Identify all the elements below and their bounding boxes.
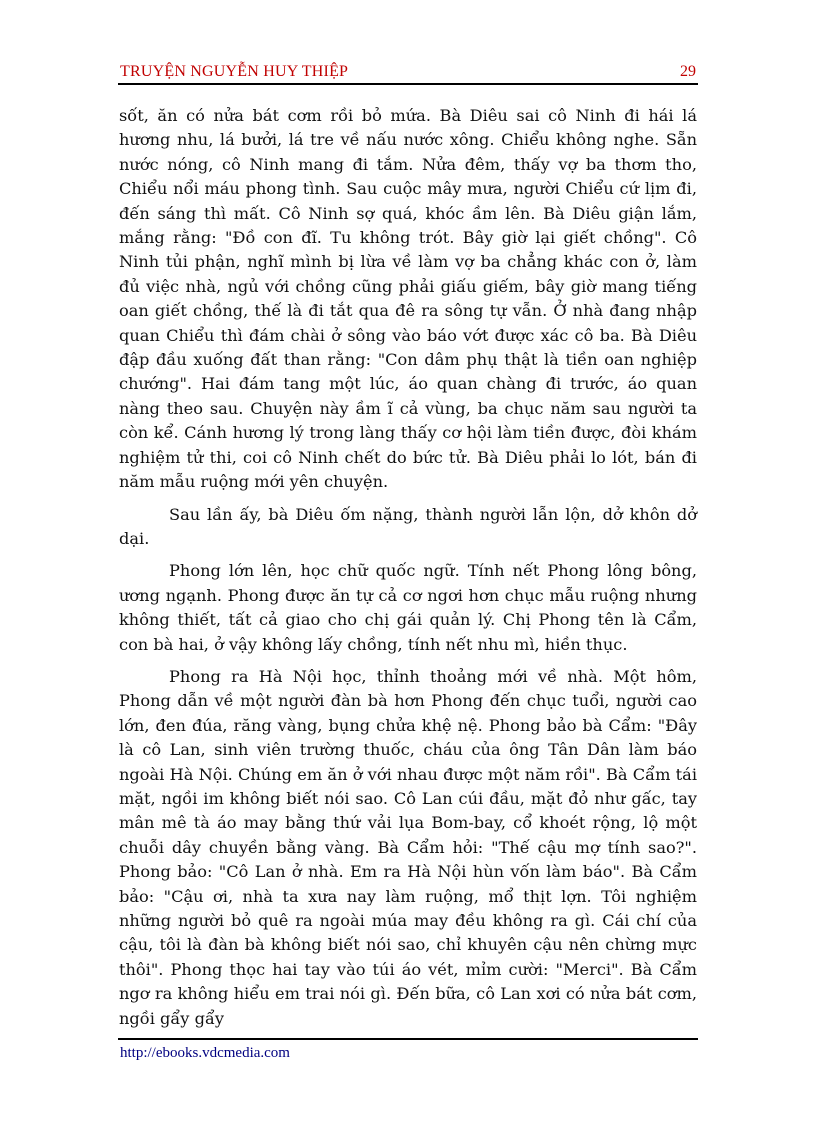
paragraph: Phong lớn lên, học chữ quốc ngữ. Tính nết Phong lông bông, ương ngạnh. Phong được ăn tự cả cơ ngơi hơn chục mẫu ruộng nhưng không thiết, tất cả giao cho chị gái quản lý. Chị Phong tên là Cẩm, con bà hai, ở vậy không lấy chồng, tính nết nhu mì, hiền thục.: [119, 561, 697, 654]
paragraph-continuation: sốt, ăn có nửa bát cơm rồi bỏ mứa. Bà Diêu sai cô Ninh đi hái lá hương nhu, lá bưởi, lá tre về nấu nước xông. Chiểu không nghe. Sẵn nước nóng, cô Ninh mang đi tắm. Nửa đêm, thấy vợ ba thơm tho, Chiểu nổi máu phong tình. Sau cuộc mây mưa, người Chiểu cứ lịm đi, đến sáng thì mất. Cô Ninh sợ quá, khóc ầm lên. Bà Diêu giận lắm, mắng rằng: "Đồ con đĩ. Tu không trót. Bây giờ lại giết chồng". Cô Ninh tủi phận, nghĩ mình bị lừa về làm vợ ba chẳng khác con ở, làm đủ việc nhà, ngủ với chồng cũng phải giấu giếm, bây giờ mang tiếng oan giết chồng, thế là đi tắt qua đê ra sông tự vẫn. Ở nhà đang nhập quan Chiểu thì đám chài ở sông vào báo vớt được xác cô ba. Bà Diêu đập đầu xuống đất than rằng: "Con dâm phụ thật là tiền oan nghiệp chướng". Hai đám tang một lúc, áo quan chàng đi trước, áo quan nàng theo sau. Chuyện này ầm ĩ cả vùng, ba chục năm sau người ta còn kể. Cánh hương lý trong làng thấy cơ hội làm tiền được, đòi khám nghiệm tử thi, coi cô Ninh chết do bức tử. Bà Diêu phải lo lót, bán đi năm mẫu ruộng mới yên chuyện.: [119, 106, 697, 492]
paragraph: Phong ra Hà Nội học, thỉnh thoảng mới về nhà. Một hôm, Phong dẫn về một người đàn bà hơn Phong đến chục tuổi, người cao lớn, đen đúa, răng vàng, bụng chửa khệ nệ. Phong bảo bà Cẩm: "Đây là cô Lan, sinh viên trường thuốc, cháu của ông Tân Dân làm báo ngoài Hà Nội. Chúng em ăn ở với nhau được một năm rồi". Bà Cẩm tái mặt, ngồi im không biết nói sao. Cô Lan cúi đầu, mặt đỏ như gấc, tay mân mê tà áo may bằng thứ vải lụa Bom-bay, cổ khoét rộng, lộ một chuỗi dây chuyền bằng vàng. Bà Cẩm hỏi: "Thế cậu mợ tính sao?". Phong bảo: "Cô Lan ở nhà. Em ra Hà Nội hùn vốn làm báo". Bà Cẩm bảo: "Cậu ơi, nhà ta xưa nay làm ruộng, mổ thịt lợn. Tôi nghiệm những người bỏ quê ra ngoài múa may đều không ra gì. Cái chí của cậu, tôi là đàn bà không biết nói sao, chỉ khuyên cậu nên chừng mực thôi". Phong thọc hai tay vào túi áo vét, mỉm cười: "Merci". Bà Cẩm ngơ ra không hiểu em trai nói gì. Đến bữa, cô Lan xơi có nửa bát cơm, ngồi gẩy gẩy: [119, 666, 697, 1028]
page-number: 29: [680, 63, 696, 80]
running-header-title: TRUYỆN NGUYỄN HUY THIỆP: [120, 63, 349, 80]
footer-link[interactable]: http://ebooks.vdcmedia.com: [120, 1045, 290, 1061]
footer-divider: [118, 1038, 698, 1040]
paragraph: Sau lần ấy, bà Diêu ốm nặng, thành người lẫn lộn, dở khôn dở dại.: [119, 504, 697, 548]
body-text: [119, 104, 697, 1039]
header-divider: [118, 83, 698, 85]
